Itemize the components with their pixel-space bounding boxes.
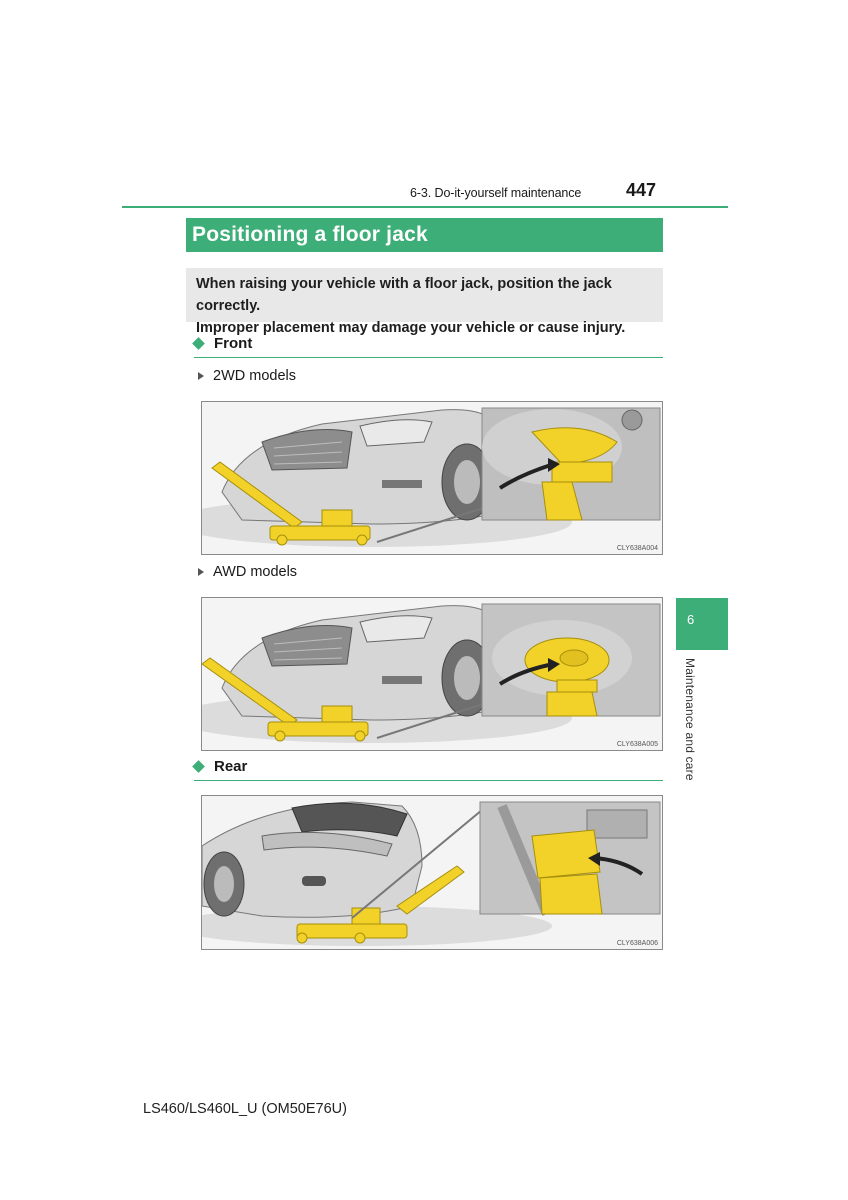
front-heading-label: Front (214, 335, 253, 352)
footer-model-code: LS460/LS460L_U (OM50E76U) (143, 1101, 347, 1117)
page-title: Positioning a floor jack (186, 218, 663, 252)
figure-front-awd (201, 597, 663, 751)
triangle-bullet-icon (198, 372, 204, 380)
diamond-bullet-icon (192, 760, 205, 773)
figure-code-rear: CLY638A006 (616, 940, 658, 947)
rear-heading-rule (194, 780, 663, 781)
rear-heading (194, 758, 247, 775)
figure-code-awd: CLY638A005 (616, 741, 658, 748)
rear-heading-label: Rear (214, 758, 248, 775)
front-heading-rule (194, 357, 663, 358)
rear-illustration (202, 796, 662, 949)
subsection-2wd-label: 2WD models (213, 368, 296, 384)
figure-code-2wd: CLY638A004 (616, 545, 658, 552)
front-awd-illustration (202, 598, 662, 750)
chapter-label: Maintenance and care (683, 658, 697, 781)
chapter-number: 6 (687, 612, 695, 627)
front-2wd-illustration (202, 402, 662, 554)
diamond-bullet-icon (192, 337, 205, 350)
triangle-bullet-icon (198, 568, 204, 576)
page-number: 447 (626, 180, 657, 200)
figure-front-2wd (201, 401, 663, 555)
front-heading (194, 335, 252, 352)
subsection-2wd (198, 368, 296, 384)
subsection-awd-label: AWD models (213, 564, 298, 580)
subsection-awd (198, 564, 297, 580)
header-section-title: 6-3. Do-it-yourself maintenance (410, 186, 582, 200)
intro-line-2: Improper placement may damage your vehicle or cause injury. (196, 320, 626, 336)
header-rule (122, 206, 728, 208)
chapter-tab[interactable] (676, 598, 728, 650)
intro-box (186, 268, 663, 336)
intro-line-1: When raising your vehicle with a floor jack, position the jack correctly. (196, 276, 612, 314)
figure-rear (201, 795, 663, 950)
